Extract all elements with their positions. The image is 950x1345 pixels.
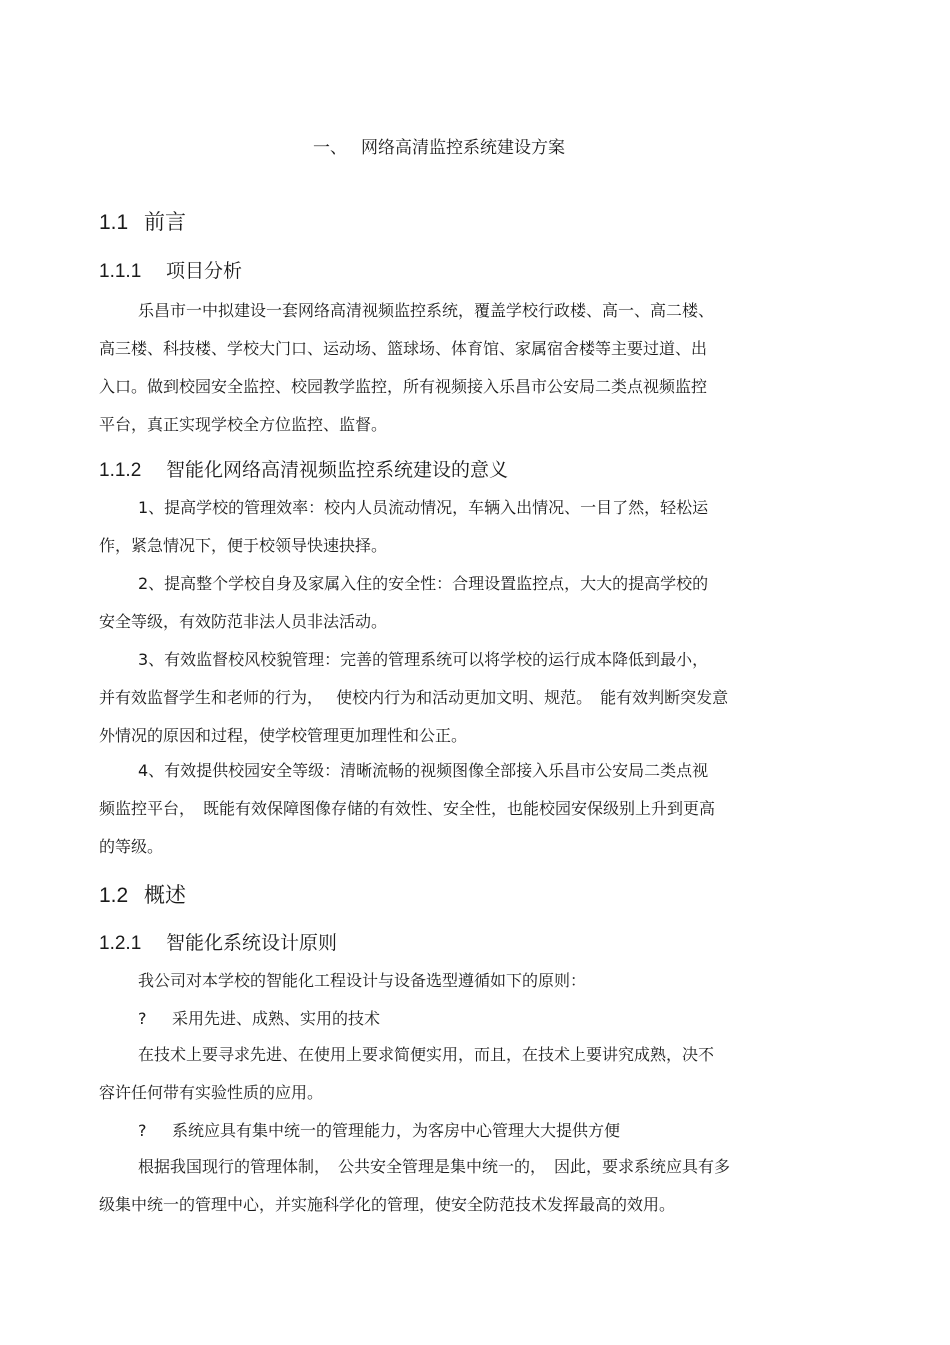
document-title: [313, 136, 565, 160]
paragraph-design-intro: [99, 962, 819, 1000]
heading-1-1-1: [99, 257, 242, 286]
title-text: 网络高清监控系统建设方案: [361, 138, 565, 158]
paragraph-line: 根据我国现行的管理体制， 公共安全管理是集中统一的， 因此，要求系统应具有多: [138, 1157, 731, 1176]
paragraph-line: 4、有效提供校园安全等级：清晰流畅的视频图像全部接入乐昌市公安局二类点视: [138, 761, 709, 780]
paragraph-line: 乐昌市一中拟建设一套网络高清视频监控系统，覆盖学校行政楼、高一、高二楼、: [138, 301, 715, 320]
paragraph-significance-3: [99, 641, 819, 755]
paragraph-line: 的等级。: [99, 837, 164, 856]
title-number: 一、: [313, 138, 347, 158]
bullet-text: 采用先进、成熟、实用的技术: [172, 1009, 381, 1028]
heading-1-2-1: [99, 929, 337, 958]
heading-text: 项目分析: [166, 260, 243, 282]
paragraph-line: 作，紧急情况下，便于校领导快速抉择。: [99, 536, 388, 555]
paragraph-project-analysis: [99, 292, 819, 444]
bullet-central-management: [138, 1119, 620, 1143]
paragraph-tech-principle: [99, 1036, 819, 1112]
paragraph-line: 1、提高学校的管理效率：校内人员流动情况，车辆入出情况、一目了然，轻松运: [138, 498, 709, 517]
heading-text: 智能化网络高清视频监控系统建设的意义: [166, 459, 509, 481]
paragraph-line: 频监控平台， 既能有效保障图像存储的有效性、安全性，也能校园安保级别上升到更高: [99, 799, 716, 818]
heading-1-2: [99, 880, 186, 911]
heading-number: 1.1: [99, 211, 129, 234]
heading-number: 1.1.1: [99, 261, 142, 282]
heading-text: 智能化系统设计原则: [166, 932, 338, 954]
paragraph-line: 外情况的原因和过程，使学校管理更加理性和公正。: [99, 726, 468, 745]
heading-text: 概述: [144, 883, 186, 907]
paragraph-significance-1: [99, 489, 819, 565]
heading-number: 1.2.1: [99, 933, 142, 954]
paragraph-line: 容许任何带有实验性质的应用。: [99, 1083, 324, 1102]
paragraph-line: 高三楼、科技楼、学校大门口、运动场、篮球场、体育馆、家属宿舍楼等主要过道、出: [99, 339, 708, 358]
paragraph-line: 我公司对本学校的智能化工程设计与设备选型遵循如下的原则：: [138, 971, 587, 990]
heading-number: 1.2: [99, 884, 129, 907]
paragraph-line: 2、提高整个学校自身及家属入住的安全性：合理设置监控点，大大的提高学校的: [138, 574, 709, 593]
bullet-mark: ?: [138, 1009, 147, 1028]
bullet-advanced-tech: [138, 1007, 380, 1031]
paragraph-line: 级集中统一的管理中心，并实施科学化的管理，使安全防范技术发挥最高的效用。: [99, 1195, 676, 1214]
bullet-text: 系统应具有集中统一的管理能力，为客房中心管理大大提供方便: [172, 1121, 621, 1140]
paragraph-management-principle: [99, 1148, 819, 1224]
bullet-mark: ?: [138, 1121, 147, 1140]
paragraph-line: 平台，真正实现学校全方位监控、监督。: [99, 415, 388, 434]
paragraph-significance-2: [99, 565, 819, 641]
heading-text: 前言: [144, 210, 186, 234]
paragraph-significance-4: [99, 752, 819, 866]
heading-1-1: [99, 207, 186, 238]
paragraph-line: 3、有效监督校风校貌管理：完善的管理系统可以将学校的运行成本降低到最小，: [138, 650, 709, 669]
paragraph-line: 并有效监督学生和老师的行为， 使校内行为和活动更加文明、规范。 能有效判断突发意: [99, 688, 729, 707]
paragraph-line: 入口。做到校园安全监控、校园教学监控，所有视频接入乐昌市公安局二类点视频监控: [99, 377, 708, 396]
heading-number: 1.1.2: [99, 460, 142, 481]
heading-1-1-2: [99, 456, 508, 485]
paragraph-line: 在技术上要寻求先进、在使用上要求简便实用，而且，在技术上要讲究成熟，决不: [138, 1045, 715, 1064]
paragraph-line: 安全等级，有效防范非法人员非法活动。: [99, 612, 388, 631]
